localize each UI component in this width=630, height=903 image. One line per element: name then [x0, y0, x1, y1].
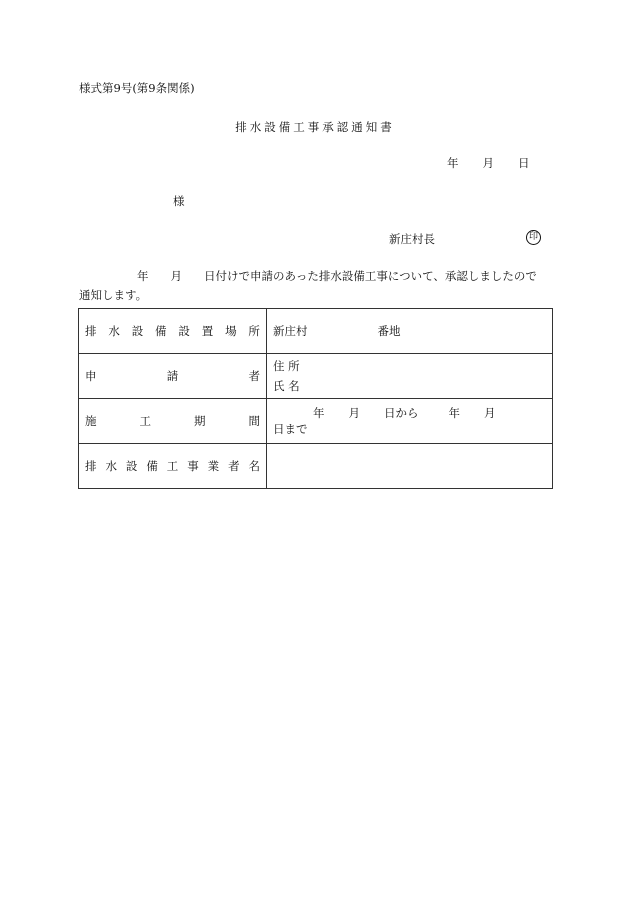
table-row [79, 444, 553, 489]
table-row [79, 354, 553, 399]
label-char: 所 [248, 324, 260, 338]
label-char: 者 [248, 369, 260, 383]
value-construction-period [267, 399, 553, 444]
label-char: 間 [248, 414, 260, 428]
construction-period-label [85, 413, 260, 429]
label-char: 置 [201, 324, 214, 338]
body-month: 月 [170, 269, 182, 283]
label-char: 者 [228, 459, 240, 473]
contractor-name-label [85, 458, 260, 474]
body-line2: 通知します。 [79, 288, 148, 302]
document-title: 排水設備工事承認通知書 [235, 120, 395, 134]
table-row [79, 399, 553, 444]
label-char: 名 [248, 459, 260, 473]
value-installation-location [267, 309, 553, 354]
installation-location-label [85, 323, 260, 339]
label-char: 備 [155, 324, 167, 338]
label-char: 設 [125, 459, 138, 473]
label-installation-location [79, 309, 267, 354]
label-contractor-name [79, 444, 267, 489]
value-applicant [267, 354, 553, 399]
label-char: 施 [85, 414, 97, 428]
table-row [79, 309, 553, 354]
label-char: 排 [85, 324, 97, 338]
to-month: 月 [484, 406, 496, 420]
date-month: 月 [482, 156, 494, 170]
label-char: 排 [85, 459, 97, 473]
label-char: 請 [166, 369, 179, 383]
applicant-label [85, 368, 260, 384]
seal-mark: 印 [526, 230, 541, 245]
date-year: 年 [447, 156, 459, 170]
label-char: 工 [139, 414, 151, 428]
address-label: 住 所 [273, 359, 300, 373]
label-char: 期 [194, 414, 206, 428]
label-char: 設 [131, 324, 144, 338]
addressee: 様 [173, 194, 185, 208]
form-number: 様式第9号(第9条関係) [79, 81, 195, 95]
issuer-title: 新庄村長 [389, 232, 435, 246]
from-day: 日から [384, 406, 419, 420]
from-month: 月 [348, 406, 360, 420]
to-year: 年 [448, 406, 460, 420]
label-construction-period [79, 399, 267, 444]
label-char: 水 [105, 459, 117, 473]
issue-date [447, 155, 530, 171]
label-applicant [79, 354, 267, 399]
body-text [79, 267, 559, 305]
label-char: 備 [146, 459, 158, 473]
label-char: 場 [225, 324, 237, 338]
label-char: 工 [166, 459, 179, 473]
banchi-label: 番地 [377, 324, 401, 338]
body-year: 年 [137, 269, 149, 283]
label-char: 申 [85, 369, 97, 383]
application-table [78, 308, 553, 489]
value-contractor-name [267, 444, 553, 489]
village-name: 新庄村 [273, 324, 308, 338]
label-char: 水 [108, 324, 120, 338]
label-char: 事 [187, 459, 199, 473]
to-day: 日まで [273, 422, 308, 436]
label-char: 設 [178, 324, 190, 338]
date-day: 日 [518, 156, 530, 170]
from-year: 年 [313, 406, 325, 420]
label-char: 業 [207, 459, 220, 473]
body-line1: 日付けで申請のあった排水設備工事について、承認しましたので [204, 269, 537, 283]
name-label: 氏 名 [273, 379, 300, 393]
